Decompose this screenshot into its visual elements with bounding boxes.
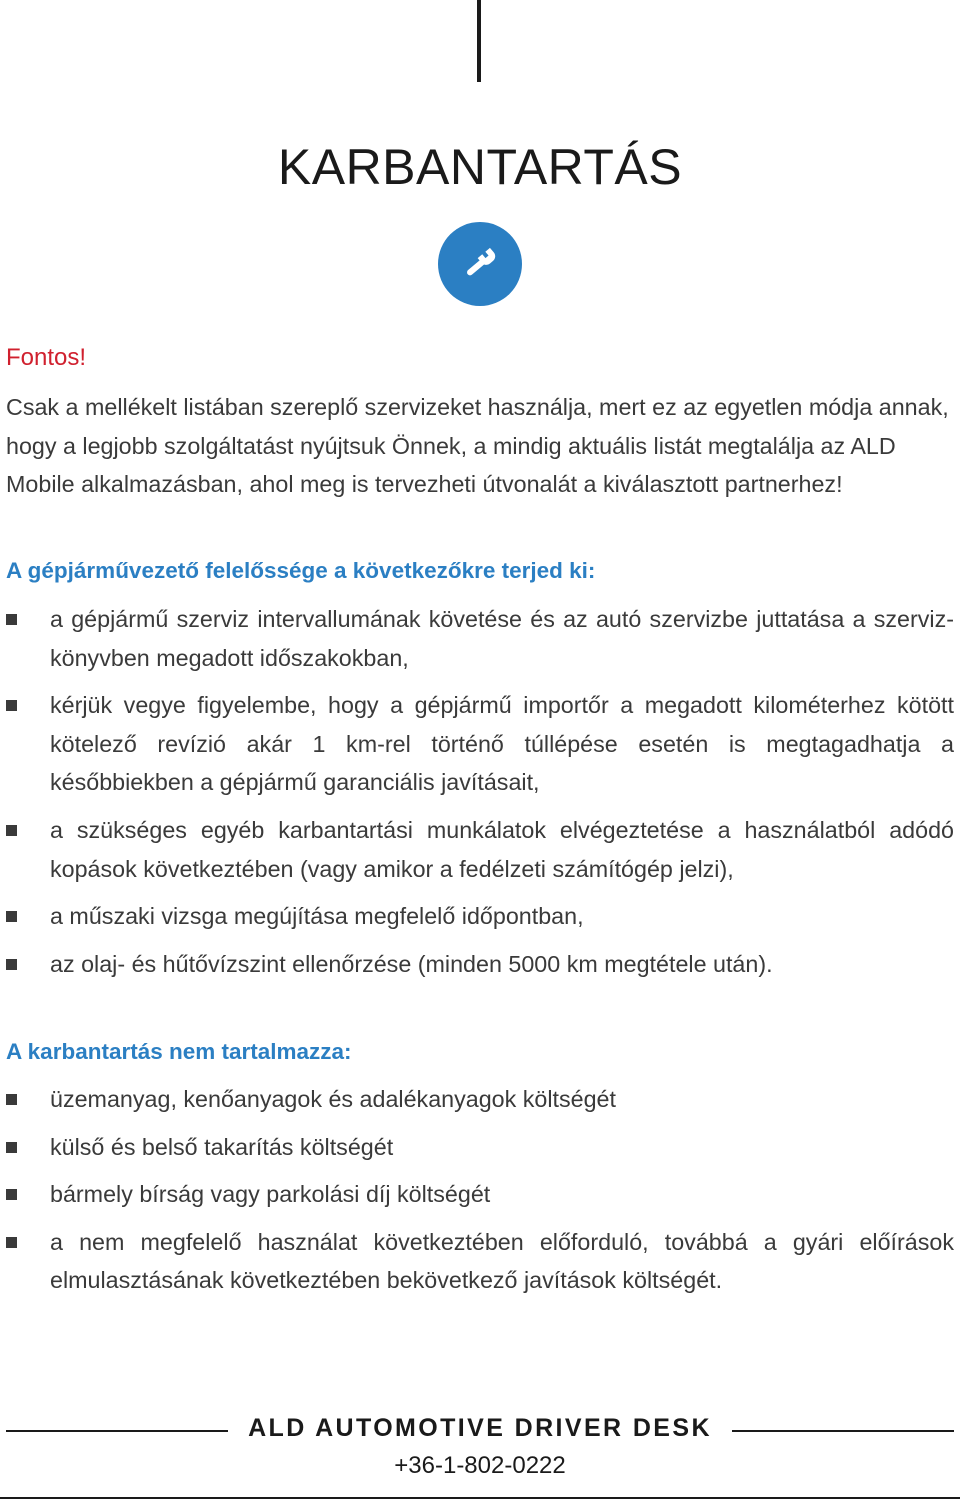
square-bullet-icon [6,959,17,970]
list-item-text: a nem megfelelő használat következtében előforduló, továbbá a gyári előírások elmulasztásának következtében bekövetkező javítások költségét. [50,1228,954,1294]
list-item-text: a műszaki vizsga megújítása megfelelő időpontban, [50,903,584,930]
wrench-icon [438,222,522,306]
responsibilities-list [0,600,960,983]
footer-title: ALD AUTOMOTIVE DRIVER DESK [248,1414,712,1442]
square-bullet-icon [6,1189,17,1200]
list-item [0,897,960,936]
list-item-text: az olaj- és hűtővízszint ellenőrzése (minden 5000 km megtétele után). [50,950,773,977]
list-item-text: üzemanyag, kenőanyagok és adalékanyagok költségét [50,1086,616,1112]
square-bullet-icon [6,700,17,711]
list-item [0,1080,960,1119]
list-item-text: külső és belső takarítás költségét [50,1133,394,1160]
bottom-divider [0,1497,960,1499]
square-bullet-icon [6,1094,17,1105]
list-item [0,1128,960,1167]
list-item [0,600,960,677]
list-item [0,686,960,802]
square-bullet-icon [6,1142,17,1153]
footer-phone: +36-1-802-0222 [394,1452,566,1479]
important-label: Fontos! [6,344,87,371]
list-item [0,1223,960,1300]
list-item-text: kérjük vegye figyelembe, hogy a gépjármű importőr a megadott kilométerhez kötött kötelező revízió akár 1 km-rel történő túllépése esetén is megtagadhatja a későbbiekben a gépjármű garanciális javításait, [50,692,954,796]
square-bullet-icon [6,911,17,922]
square-bullet-icon [6,1237,17,1248]
square-bullet-icon [6,614,17,625]
square-bullet-icon [6,825,17,836]
exclusions-heading: A karbantartás nem tartalmazza: [6,1039,352,1064]
list-item [0,945,960,984]
list-item-text: a szükséges egyéb karbantartási munkálatok elvégeztetése a használatból adódó kopások következtében (vagy amikor a fedélzeti számítógép jelzi), [50,816,954,882]
responsibilities-heading: A gépjárművezető felelőssége a következőkre terjed ki: [6,558,596,583]
exclusions-list [0,1080,960,1300]
list-item [0,811,960,888]
top-divider [477,0,481,82]
list-item-text: bármely bírság vagy parkolási díj költségét [50,1181,491,1208]
page-title: KARBANTARTÁS [277,139,683,195]
intro-paragraph: Csak a mellékelt listában szereplő szervizeket használja, mert ez az egyetlen módja annak, hogy a legjobb szolgáltatást nyújtsuk Önnek, a mindig aktuális listát megtalálja az ALD Mobile alkalmazásban, ahol meg is tervezheti útvonalát a kiválasztott partnerhez! [6,394,949,498]
list-item [0,1175,960,1214]
list-item-text: a gépjármű szerviz intervallumának követése és az autó szervizbe juttatása a szervizkönyvben megadott időszakokban, [50,606,954,671]
